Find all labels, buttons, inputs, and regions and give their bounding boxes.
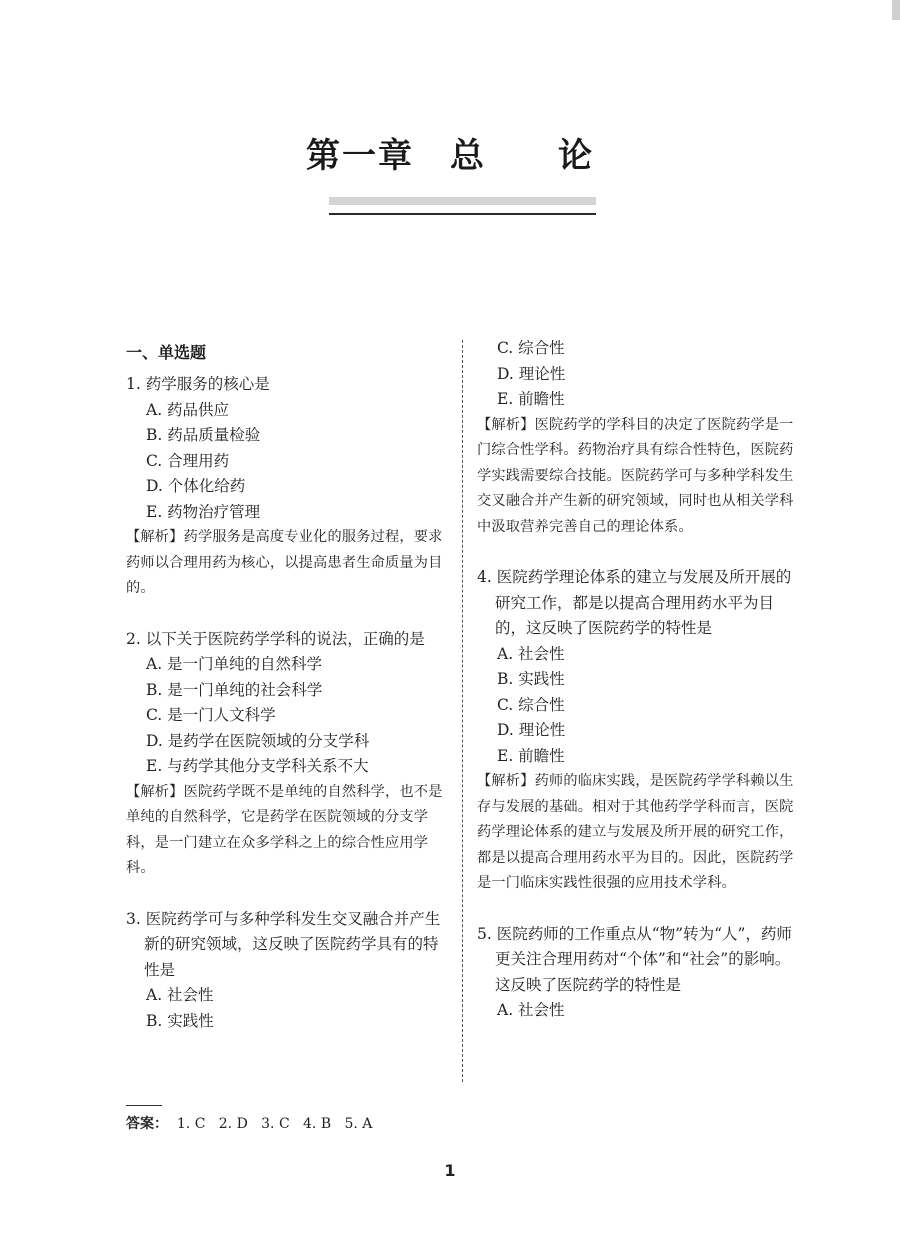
title-underline-bar: [329, 197, 596, 205]
analysis-text: 医院药学既不是单纯的自然科学，也不是单纯的自然科学，它是药学在医院领域的分支学科，是一门建立在众多学科之上的综合性应用学科。: [126, 783, 443, 876]
question-3-continued: [477, 336, 797, 540]
analysis-paragraph: [477, 769, 797, 897]
option-b: B. 实践性: [497, 670, 565, 688]
question-stem: 5. 医院药师的工作重点从“物”转为“人”，药师更关注合理用药对“个体”和“社会”的影响。这反映了医院药学的特性是: [477, 924, 792, 994]
question-stem: 2. 以下关于医院药学学科的说法，正确的是: [126, 629, 425, 648]
question-stem: 3. 医院药学可与多种学科发生交叉融合并产生新的研究领域，这反映了医院药学具有的特性是: [126, 909, 441, 979]
analysis-tag: 【解析】: [126, 783, 184, 800]
option-d: D. 个体化给药: [146, 477, 246, 495]
title-underline-rule: [329, 213, 596, 215]
question-3: [126, 907, 446, 1035]
option-a: A. 社会性: [497, 1001, 565, 1019]
option-b: B. 药品质量检验: [146, 426, 261, 444]
analysis-tag: 【解析】: [477, 416, 535, 433]
chapter-title: 第一章 总 论: [306, 136, 594, 176]
analysis-text: 药学服务是高度专业化的服务过程，要求药师以合理用药为核心，以提高患者生命质量为目的。: [126, 529, 443, 596]
section-heading: 一、单选题: [126, 343, 207, 362]
right-column: [477, 336, 797, 1024]
analysis-paragraph: [126, 780, 446, 882]
question-5: [477, 922, 797, 1024]
option-d: D. 理论性: [497, 721, 566, 739]
option-a: A. 是一门单纯的自然科学: [146, 655, 323, 673]
option-a: A. 社会性: [146, 986, 214, 1004]
option-c: C. 是一门人文科学: [146, 706, 276, 724]
option-e: E. 与药学其他分支学科关系不大: [146, 757, 369, 775]
corner-crop-mark: [892, 0, 900, 20]
page-number: 1: [444, 1161, 456, 1180]
option-a: A. 药品供应: [146, 400, 230, 419]
question-2: [126, 627, 446, 882]
analysis-paragraph: [477, 413, 797, 541]
option-d: D. 是药学在医院领域的分支学科: [146, 731, 370, 750]
option-c: C. 综合性: [497, 695, 565, 714]
analysis-paragraph: [126, 525, 446, 602]
option-d: D. 理论性: [497, 364, 566, 383]
question-1: [126, 372, 446, 602]
analysis-text: 医院药学的学科目的决定了医院药学是一门综合性学科。药物治疗具有综合性特色，医院药学实践需要综合技能。医院药学可与多种学科发生交叉融合并产生新的研究领域，同时也从相关学科中汲取营养完善自己的理论体系。: [477, 416, 794, 535]
option-e: E. 药物治疗管理: [146, 502, 261, 521]
answers-label: 答案：: [126, 1116, 168, 1132]
answers-text: 1. C 2. D 3. C 4. B 5. A: [168, 1116, 373, 1132]
question-4: [477, 565, 797, 897]
option-b: B. 是一门单纯的社会科学: [146, 680, 323, 699]
question-stem: 1. 药学服务的核心是: [126, 375, 270, 393]
option-b: B. 实践性: [146, 1011, 214, 1030]
option-e: E. 前瞻性: [497, 746, 565, 765]
option-c: C. 综合性: [497, 339, 565, 357]
footnote-rule: [126, 1105, 162, 1106]
option-c: C. 合理用药: [146, 451, 230, 470]
option-a: A. 社会性: [497, 644, 565, 663]
option-e: E. 前瞻性: [497, 390, 565, 408]
analysis-text: 药师的临床实践，是医院药学学科赖以生存与发展的基础。相对于其他药学学科而言，医院药学理论体系的建立与发展及所开展的研究工作，都是以提高合理用药水平为目的。因此，医院药学是一门临床实践性很强的应用技术学科。: [477, 773, 794, 891]
answer-key: [126, 1114, 372, 1134]
column-divider: [462, 340, 463, 1082]
analysis-tag: 【解析】: [126, 529, 184, 545]
left-column: [126, 336, 446, 1034]
question-stem: 4. 医院药学理论体系的建立与发展及所开展的研究工作，都是以提高合理用药水平为目的，这反映了医院药学的特性是: [477, 568, 792, 637]
analysis-tag: 【解析】: [477, 773, 535, 789]
